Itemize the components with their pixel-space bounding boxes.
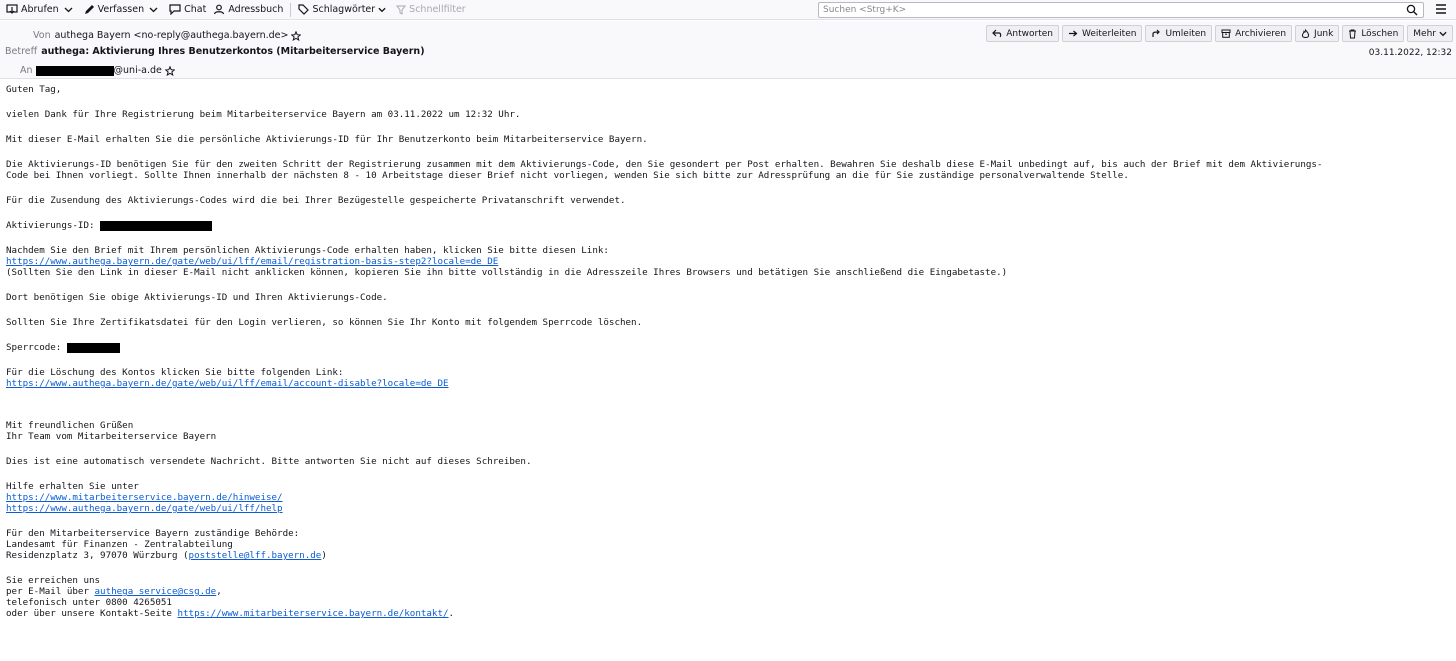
tag-icon xyxy=(298,4,309,15)
help-link-hinweise[interactable]: https://www.mitarbeiterservice.bayern.de/hinweise/ xyxy=(6,492,283,503)
chevron-down-icon xyxy=(378,7,386,13)
contact-line-1: Sie erreichen uns xyxy=(6,575,101,586)
message-actions xyxy=(983,25,1453,42)
message-header xyxy=(0,21,1456,79)
contact-page-suffix: . xyxy=(448,608,455,619)
write-dropdown[interactable] xyxy=(149,1,161,19)
activation-id-label: Aktivierungs-ID: xyxy=(6,220,95,231)
from-value[interactable]: authega Bayern <no-reply@authega.bayern.de> xyxy=(54,30,289,41)
step2-hint: (Sollten Sie den Link in dieser E-Mail nicht anklicken können, kopieren Sie ihn bitte vollständig in die Adresszeile Ihres Browsers und betätigen Sie anschließend die Eingabetaste.) xyxy=(6,267,1008,278)
reply-icon xyxy=(992,29,1002,38)
chat-button[interactable] xyxy=(167,1,208,19)
message-body xyxy=(6,84,1452,633)
account-disable-link[interactable]: https://www.authega.bayern.de/gate/web/ui/lff/email/account-disable?locale=de_DE xyxy=(6,378,449,389)
toolbar-divider xyxy=(290,3,291,17)
paragraph-delete-link xyxy=(6,367,1452,389)
write-label: Verfassen xyxy=(97,4,145,15)
redacted-activation-id xyxy=(100,221,212,231)
search-input[interactable] xyxy=(818,2,1424,18)
delete-label: Löschen xyxy=(1361,28,1399,39)
redirect-icon xyxy=(1151,29,1161,38)
contact-line-2 xyxy=(6,586,1452,597)
write-button[interactable] xyxy=(82,1,146,19)
pencil-icon xyxy=(84,4,95,15)
contact-email-suffix: , xyxy=(216,586,222,597)
to-row xyxy=(20,65,175,76)
chevron-down-icon xyxy=(64,7,73,13)
paragraph-instructions-line-2: Code bei Ihnen vorliegt. Sollte Ihnen innerhalb der nächsten 8 - 10 Arbeitstage dieser Brief nicht vorliegen, wenden Sie sich bitte zur Adressprüfung an die für Sie zuständige personalverwaltende Stelle. xyxy=(6,170,1129,181)
paragraph-instructions xyxy=(6,159,1452,181)
subject-value: authega: Aktivierung Ihres Benutzerkontos (Mitarbeiterservice Bayern) xyxy=(41,46,425,57)
chat-icon xyxy=(169,4,181,15)
more-label: Mehr xyxy=(1413,28,1436,39)
paragraph-registration: vielen Dank für Ihre Registrierung beim Mitarbeiterservice Bayern am 03.11.2022 um 12:32 Uhr. xyxy=(6,109,521,120)
redirect-button[interactable] xyxy=(1145,25,1212,42)
paragraph-address: Für die Zusendung des Aktivierungs-Codes wird die bei Ihrer Bezügestelle gespeicherte Privatanschrift verwendet. xyxy=(6,195,626,206)
authority-line-2: Landesamt für Finanzen - Zentralabteilung xyxy=(6,539,233,550)
delete-intro: Für die Löschung des Kontos klicken Sie bitte folgenden Link: xyxy=(6,367,344,378)
chevron-down-icon xyxy=(1439,31,1447,37)
archive-icon xyxy=(1221,29,1231,38)
service-email-link[interactable]: authega_service@csg.de xyxy=(94,586,217,597)
lock-code-label: Sperrcode: xyxy=(6,342,62,353)
get-messages-label: Abrufen xyxy=(21,4,59,15)
archive-button[interactable] xyxy=(1215,25,1292,42)
quick-filter-button[interactable] xyxy=(394,1,468,19)
address-book-label: Adressbuch xyxy=(228,4,284,15)
authority-section xyxy=(6,528,1452,561)
address-book-icon xyxy=(213,4,225,15)
redacted-lock-code xyxy=(67,343,120,353)
authority-line-1: Für den Mitarbeiterservice Bayern zuständige Behörde: xyxy=(6,528,300,539)
subject-label: Betreff xyxy=(5,46,38,57)
closing xyxy=(6,420,1452,442)
lock-code-row xyxy=(6,342,1452,353)
contact-page-prefix: oder über unsere Kontakt-Seite xyxy=(6,608,178,619)
paragraph-certificate: Sollten Sie Ihre Zertifikatsdatei für den Login verlieren, so können Sie Ihr Konto mit folgendem Sperrcode löschen. xyxy=(6,317,643,328)
redirect-label: Umleiten xyxy=(1165,28,1207,39)
junk-button[interactable] xyxy=(1295,25,1339,42)
help-label: Hilfe erhalten Sie unter xyxy=(6,481,139,492)
auto-notice: Dies ist eine automatisch versendete Nachricht. Bitte antworten Sie nicht auf dieses Schreiben. xyxy=(6,456,532,467)
search-placeholder: Suchen <Strg+K> xyxy=(823,5,907,15)
tags-label: Schlagwörter xyxy=(312,4,376,15)
contact-email-prefix: per E-Mail über xyxy=(6,586,95,597)
contact-line-3: telefonisch unter 0800 4265051 xyxy=(6,597,172,608)
junk-label: Junk xyxy=(1314,28,1334,39)
closing-line-2: Ihr Team vom Mitarbeiterservice Bayern xyxy=(6,431,217,442)
registration-step2-link[interactable]: https://www.authega.bayern.de/gate/web/ui/lff/email/registration-basis-step2?locale=de_DE xyxy=(6,256,499,267)
tags-button[interactable] xyxy=(296,1,391,19)
from-row xyxy=(33,30,301,41)
quick-filter-label: Schnellfilter xyxy=(409,4,466,15)
junk-flame-icon xyxy=(1301,29,1310,39)
help-link-lff[interactable]: https://www.authega.bayern.de/gate/web/ui/lff/help xyxy=(6,503,283,514)
contact-section xyxy=(6,575,1452,619)
forward-button[interactable] xyxy=(1062,25,1142,42)
get-messages-button[interactable] xyxy=(4,1,61,19)
authority-line-3 xyxy=(6,550,1452,561)
get-messages-dropdown[interactable] xyxy=(64,1,76,19)
message-date: 03.11.2022, 12:32 xyxy=(1368,48,1452,58)
greeting: Guten Tag, xyxy=(6,84,62,95)
forward-label: Weiterleiten xyxy=(1081,28,1137,39)
chevron-down-icon xyxy=(149,7,158,13)
paragraph-needed: Dort benötigen Sie obige Aktivierungs-ID und Ihren Aktivierungs-Code. xyxy=(6,292,388,303)
paragraph-instructions-line-1: Die Aktivierungs-ID benötigen Sie für den zweiten Schritt der Registrierung zusammen mit dem Aktivierungs-Code, den Sie gesondert per Post erhalten. Bewahren Sie deshalb diese E-Mail unbedingt auf, bis auch der Brief mit dem Aktivierungs- xyxy=(6,159,1323,170)
main-toolbar xyxy=(0,0,1456,20)
to-label: An xyxy=(20,65,33,76)
contact-page-link[interactable]: https://www.mitarbeiterservice.bayern.de/kontakt/ xyxy=(177,608,449,619)
reply-button[interactable] xyxy=(986,25,1059,42)
delete-button[interactable] xyxy=(1342,25,1404,42)
filter-icon xyxy=(396,5,406,15)
closing-line-1: Mit freundlichen Grüßen xyxy=(6,420,134,431)
star-icon[interactable] xyxy=(165,66,175,76)
hamburger-menu-icon[interactable] xyxy=(1435,3,1447,15)
chat-label: Chat xyxy=(184,4,207,15)
redacted-recipient xyxy=(36,66,114,76)
trash-icon xyxy=(1348,29,1357,39)
address-book-button[interactable] xyxy=(211,1,285,19)
activation-id-row xyxy=(6,220,1452,231)
search-icon[interactable] xyxy=(1406,4,1418,16)
authority-address: Residenzplatz 3, 97070 Würzburg ( xyxy=(6,550,189,561)
star-icon[interactable] xyxy=(291,31,301,41)
help-section xyxy=(6,481,1452,514)
from-label: Von xyxy=(33,30,51,41)
paragraph-activation-id: Mit dieser E-Mail erhalten Sie die persönliche Aktivierungs-ID für Ihr Benutzerkonto beim Mitarbeiterservice Bayern. xyxy=(6,134,648,145)
forward-arrow-icon xyxy=(1068,29,1078,38)
more-button[interactable] xyxy=(1407,25,1453,42)
poststelle-email-link[interactable]: poststelle@lff.bayern.de xyxy=(188,550,322,561)
get-messages-icon xyxy=(6,4,18,15)
paragraph-link-step2 xyxy=(6,245,1452,278)
authority-close-paren: ) xyxy=(321,550,327,561)
reply-label: Antworten xyxy=(1006,28,1053,39)
step2-intro: Nachdem Sie den Brief mit Ihrem persönlichen Aktivierungs-Code erhalten haben, klicken Sie bitte diesen Link: xyxy=(6,245,609,256)
contact-line-4 xyxy=(6,608,1452,619)
archive-label: Archivieren xyxy=(1235,28,1287,39)
subject-row xyxy=(5,46,425,57)
to-value-suffix[interactable]: @uni-a.de xyxy=(113,65,162,76)
